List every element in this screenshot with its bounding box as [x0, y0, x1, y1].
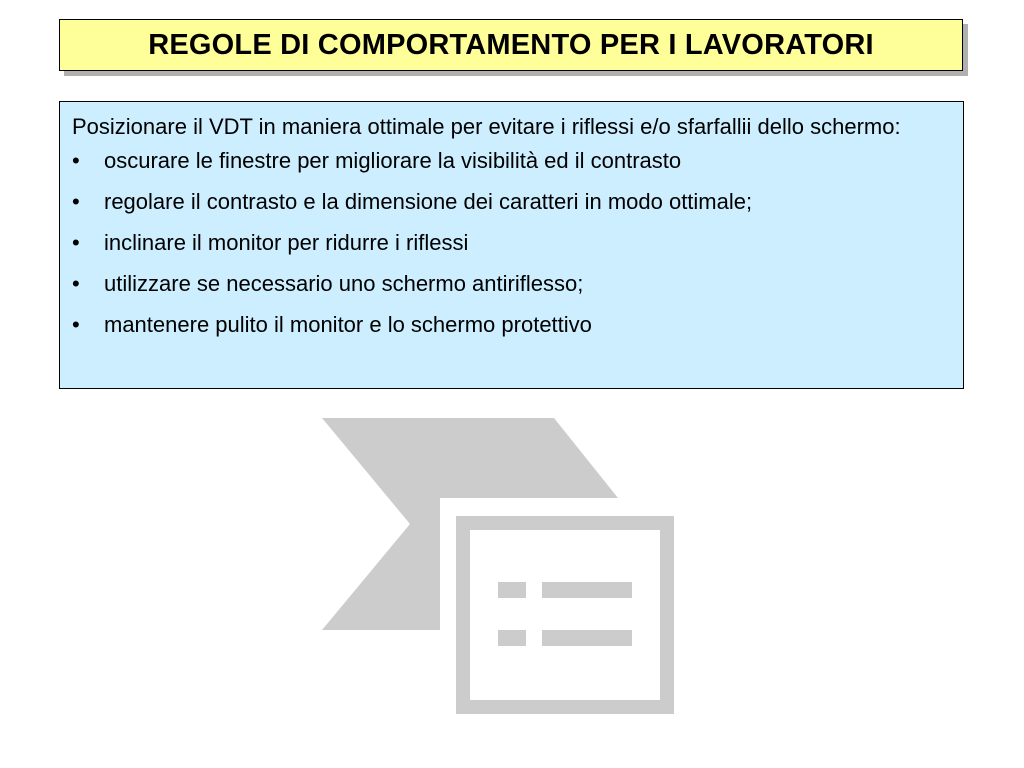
title-box [59, 19, 963, 71]
bullet-marker: • [72, 271, 80, 296]
list-item [72, 187, 951, 217]
list-item [72, 310, 951, 340]
bullet-marker: • [72, 230, 80, 255]
content-box [59, 101, 964, 389]
list-item [72, 269, 951, 299]
picture-placeholder-icon [322, 418, 674, 714]
bullet-text: regolare il contrasto e la dimensione dei caratteri in modo ottimale; [104, 189, 753, 214]
bullet-text: mantenere pulito il monitor e lo schermo protettivo [104, 312, 592, 337]
slide-title: REGOLE DI COMPORTAMENTO PER I LAVORATORI [148, 28, 874, 61]
list-item [72, 228, 951, 258]
bullet-marker: • [72, 312, 80, 337]
bullet-list [72, 146, 951, 340]
bullet-text: inclinare il monitor per ridurre i riflessi [104, 230, 469, 255]
list-line-1 [542, 582, 632, 598]
list-line-2 [542, 630, 632, 646]
bullet-marker: • [72, 148, 80, 173]
list-bullet-1 [498, 582, 526, 598]
list-bullet-2 [498, 630, 526, 646]
frame-inner [470, 530, 660, 700]
intro-text: Posizionare il VDT in maniera ottimale per evitare i riflessi e/o sfarfallii dello schermo: [72, 114, 901, 139]
bullet-marker: • [72, 189, 80, 214]
list-item [72, 146, 951, 176]
bullet-text: utilizzare se necessario uno schermo antiriflesso; [104, 271, 584, 296]
bullet-text: oscurare le finestre per migliorare la visibilità ed il contrasto [104, 148, 682, 173]
